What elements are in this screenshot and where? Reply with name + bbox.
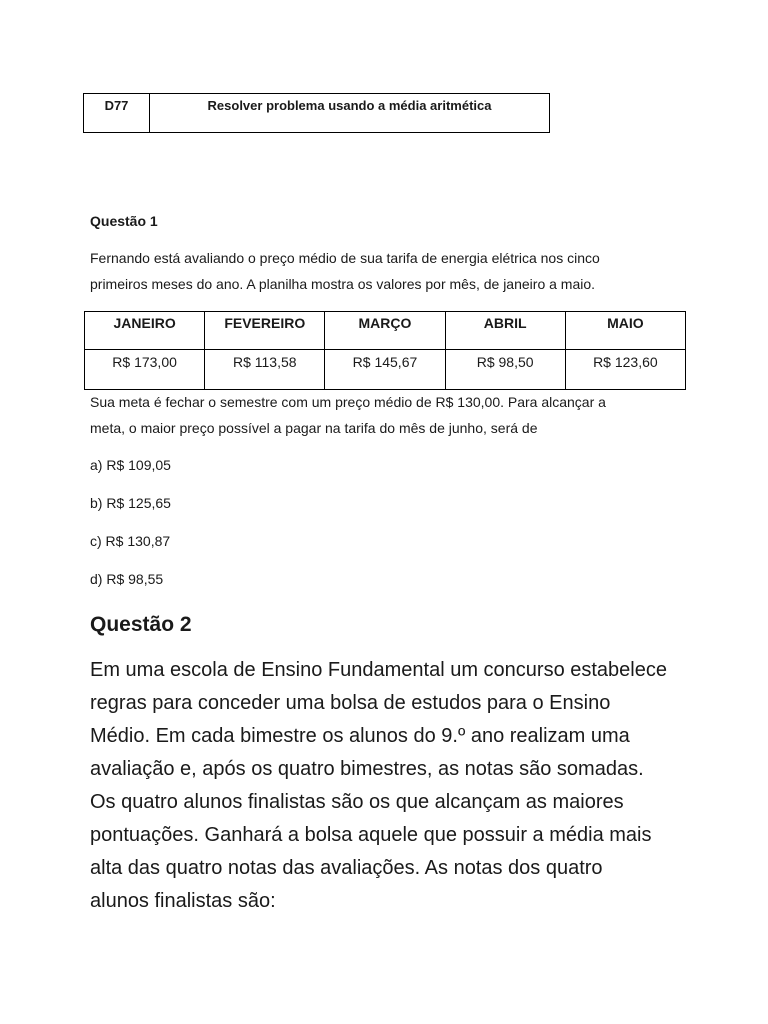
question-1-intro <box>90 245 690 297</box>
question-1-title: Questão 1 <box>90 213 158 229</box>
table-header-cell: JANEIRO <box>85 312 205 350</box>
descriptor-code: D77 <box>84 94 150 133</box>
question-2-body-line: Os quatro alunos finalistas são os que alcançam as maiores <box>90 791 624 813</box>
option-d: d) R$ 98,55 <box>90 571 164 587</box>
table-header-cell: MAIO <box>565 312 685 350</box>
question-2-body-line: alunos finalistas são: <box>90 890 276 912</box>
table-row <box>85 350 686 390</box>
question-2-body-line: avaliação e, após os quatro bimestres, as notas são somadas. <box>90 758 644 780</box>
table-header-cell: MARÇO <box>325 312 445 350</box>
table-header-row <box>85 312 686 350</box>
table-cell: R$ 98,50 <box>445 350 565 390</box>
option-b: b) R$ 125,65 <box>90 495 171 511</box>
descriptor-table <box>83 93 550 133</box>
question-2-body-line: Médio. Em cada bimestre os alunos do 9.º ano realizam uma <box>90 725 630 747</box>
question-2-title: Questão 2 <box>90 613 192 636</box>
question-1-intro-line: Fernando está avaliando o preço médio de sua tarifa de energia elétrica nos cinco <box>90 250 600 266</box>
table-cell: R$ 113,58 <box>205 350 325 390</box>
question-2-body-line: pontuações. Ganhará a bolsa aquele que possuir a média mais <box>90 824 652 846</box>
table-cell: R$ 173,00 <box>85 350 205 390</box>
question-1-intro-line: primeiros meses do ano. A planilha mostra os valores por mês, de janeiro a maio. <box>90 276 596 292</box>
table-header-cell: ABRIL <box>445 312 565 350</box>
option-c: c) R$ 130,87 <box>90 533 171 549</box>
question-2-body-line: alta das quatro notas das avaliações. As notas dos quatro <box>90 857 603 879</box>
option-a: a) R$ 109,05 <box>90 457 171 473</box>
question-2-body-line: regras para conceder uma bolsa de estudos para o Ensino <box>90 692 611 714</box>
question-1-goal <box>90 389 690 441</box>
table-header-cell: FEVEREIRO <box>205 312 325 350</box>
table-cell: R$ 123,60 <box>565 350 685 390</box>
question-1-goal-line: meta, o maior preço possível a pagar na tarifa do mês de junho, será de <box>90 420 538 436</box>
descriptor-row <box>84 94 550 133</box>
table-cell: R$ 145,67 <box>325 350 445 390</box>
question-1-goal-line: Sua meta é fechar o semestre com um preço médio de R$ 130,00. Para alcançar a <box>90 394 606 410</box>
question-2-body-line: Em uma escola de Ensino Fundamental um concurso estabelece <box>90 659 667 681</box>
question-2-body <box>90 654 730 918</box>
descriptor-description: Resolver problema usando a média aritmética <box>150 94 550 133</box>
monthly-tariff-table <box>84 311 686 390</box>
